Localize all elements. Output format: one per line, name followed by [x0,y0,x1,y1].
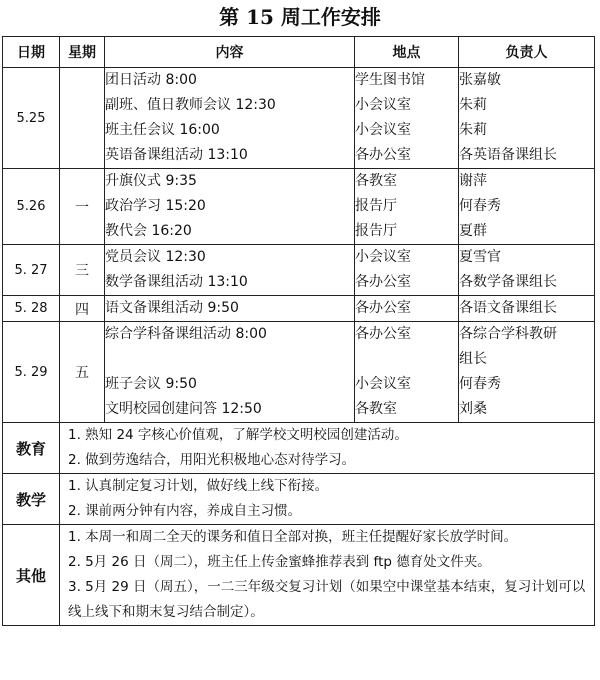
location-line: 各办公室 [355,300,411,316]
row-weekday: 三 [60,245,105,296]
person-line: 各语文备课组长 [459,300,557,316]
location-line: 各教室 [355,401,397,417]
location-line: 小会议室 [355,122,411,138]
header-weekday: 星期 [60,37,105,68]
person-line: 何春秀 [459,198,501,214]
header-row [3,37,595,68]
row-location [355,68,459,169]
location-line: 小会议室 [355,249,411,265]
row-weekday: 五 [60,322,105,423]
content-line: 副班、值日教师会议 12:30 [105,97,276,113]
table-row [3,322,595,423]
section-notes [60,423,595,474]
location-line: 报告厅 [355,198,397,214]
location-line: 小会议室 [355,97,411,113]
note-line: 3. 5月 29 日（周五），一二三年级交复习计划（如果空中课堂基本结束，复习计划可以线上线下和期末复习结合制定）。 [68,579,586,620]
row-weekday: 四 [60,296,105,322]
row-date: 5.26 [3,169,60,245]
content-line [105,347,354,372]
person-line: 夏雪官 [459,249,501,265]
location-line: 各办公室 [355,326,411,342]
person-line: 朱莉 [459,122,487,138]
table-row [3,245,595,296]
row-weekday: 一 [60,169,105,245]
header-date: 日期 [3,37,60,68]
row-content [105,169,355,245]
row-content [105,68,355,169]
note-line: 1. 认真制定复习计划，做好线上线下衔接。 [68,478,329,494]
header-content: 内容 [105,37,355,68]
header-location: 地点 [355,37,459,68]
location-line [355,347,458,372]
location-line: 各办公室 [355,274,411,290]
person-line: 张嘉敏 [459,72,501,88]
content-line: 党员会议 12:30 [105,249,206,265]
note-line: 1. 本周一和周二全天的课务和值日全部对换，班主任提醒好家长放学时间。 [68,529,518,545]
row-date: 5.25 [3,68,60,169]
content-line: 语文备课组活动 9:50 [105,300,239,316]
section-label: 其他 [3,525,60,626]
schedule-table [2,36,595,626]
content-line: 团日活动 8:00 [105,72,197,88]
row-content [105,296,355,322]
location-line: 报告厅 [355,223,397,239]
section-label: 教育 [3,423,60,474]
note-line: 2. 课前两分钟有内容，养成自主习惯。 [68,503,302,519]
note-line: 2. 做到劳逸结合，用阳光积极地心态对待学习。 [68,452,356,468]
row-person [459,296,595,322]
row-date: 5. 28 [3,296,60,322]
row-location [355,296,459,322]
row-person [459,68,595,169]
person-line: 谢萍 [459,173,487,189]
location-line: 各办公室 [355,147,411,163]
note-line: 1. 熟知 24 字核心价值观，了解学校文明校园创建活动。 [68,427,408,443]
location-line: 各教室 [355,173,397,189]
row-person [459,322,595,423]
section-notes [60,474,595,525]
person-line: 各英语备课组长 [459,147,557,163]
content-line: 班子会议 9:50 [105,376,197,392]
row-location [355,169,459,245]
section-label: 教学 [3,474,60,525]
note-line: 2. 5月 26 日（周二），班主任上传金蜜蜂推荐表到 ftp 德育处文件夹。 [68,554,491,570]
row-person [459,245,595,296]
table-row [3,296,595,322]
row-date: 5. 29 [3,322,60,423]
table-row [3,68,595,169]
section-row-other [3,525,595,626]
content-line: 升旗仪式 9:35 [105,173,197,189]
location-line: 学生图书馆 [355,72,425,88]
content-line: 综合学科备课组活动 8:00 [105,326,267,342]
content-line: 班主任会议 16:00 [105,122,220,138]
location-line: 小会议室 [355,376,411,392]
table-row [3,169,595,245]
row-content [105,245,355,296]
content-line: 文明校园创建问答 12:50 [105,401,262,417]
content-line: 政治学习 15:20 [105,198,206,214]
content-line: 教代会 16:20 [105,223,192,239]
person-line: 组长 [459,351,487,367]
row-location [355,322,459,423]
person-line: 朱莉 [459,97,487,113]
row-person [459,169,595,245]
section-notes [60,525,595,626]
content-line: 英语备课组活动 13:10 [105,147,248,163]
person-line: 各数学备课组长 [459,274,557,290]
row-weekday [60,68,105,169]
page-title: 第 15 周工作安排 [219,5,381,29]
row-content [105,322,355,423]
section-row-teaching [3,474,595,525]
row-location [355,245,459,296]
row-date: 5. 27 [3,245,60,296]
person-line: 何春秀 [459,376,501,392]
person-line: 夏群 [459,223,487,239]
person-line: 各综合学科教研 [459,326,557,342]
person-line: 刘桑 [459,401,487,417]
content-line: 数学备课组活动 13:10 [105,274,248,290]
header-person: 负责人 [459,37,595,68]
section-row-education [3,423,595,474]
